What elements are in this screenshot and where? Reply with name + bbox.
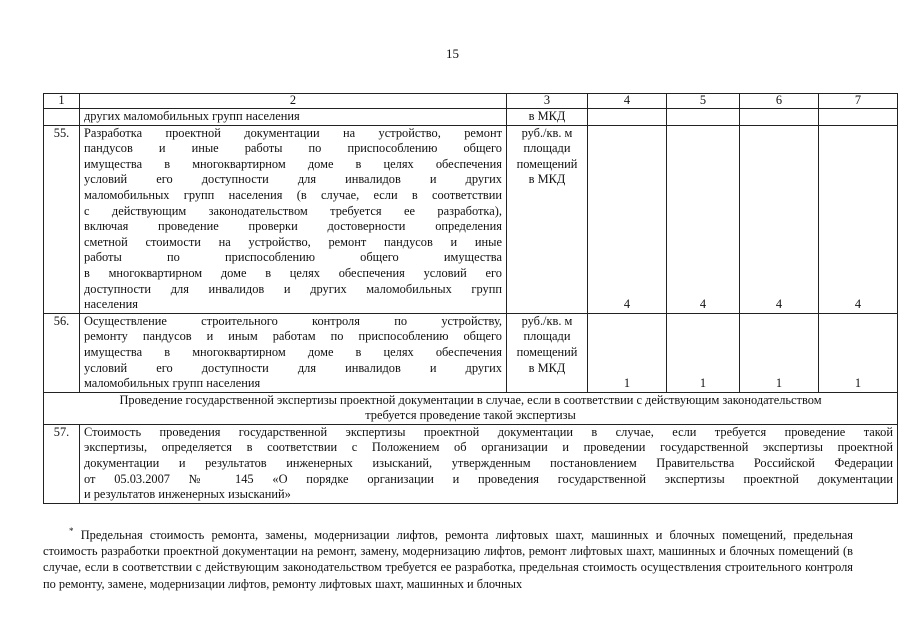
description-line: экспертизы, определяется в соответствии с Положением об организации и проведении государственной экспертизы проектной (84, 440, 893, 455)
row-number: 55. (44, 125, 80, 313)
description-line: и результатов инженерных изысканий» (84, 487, 291, 502)
value-cell: 1 (667, 313, 740, 392)
row-number: 57. (44, 424, 80, 503)
row-unit: в МКД (507, 109, 588, 126)
continuation-row (44, 109, 898, 126)
description-line: Разработка проектной документации на устройство, ремонт (84, 125, 502, 140)
footnote-mark: * (69, 525, 74, 536)
value-cell: 4 (740, 125, 819, 313)
value-cell: 1 (588, 313, 667, 392)
unit-line: помещений (516, 156, 578, 171)
unit-line: в МКД (528, 172, 566, 187)
section-heading-row (44, 392, 898, 424)
header-cell: 6 (740, 94, 819, 109)
header-cell: 5 (667, 94, 740, 109)
description-line: условий его доступности для инвалидов и других (84, 360, 502, 375)
description-line: имущества в многоквартирном доме в целях обеспечения (84, 344, 502, 359)
description-line: пандусов и иные работы по приспособлению общего (84, 141, 502, 156)
description-line: доступности для инвалидов и других маломобильных групп (84, 281, 502, 296)
value-cell (740, 109, 819, 126)
unit-line: площади (523, 329, 571, 344)
unit-line: руб./кв. м (521, 313, 573, 328)
value-cell: 4 (819, 125, 898, 313)
description-line: ремонту пандусов и иным работам по приспособлению общего (84, 329, 502, 344)
description-line: включая проведение проверки достоверности определения (84, 219, 502, 234)
description-line: Стоимость проведения государственной экспертизы проектной документации в случае, если требуется проведение такой (84, 424, 893, 439)
value-cell: 4 (588, 125, 667, 313)
header-cell: 2 (80, 94, 507, 109)
value-cell (667, 109, 740, 126)
description-line: с действующим законодательством требуется ее разработка), (84, 203, 502, 218)
description-line: работы по приспособлению общего имущества (84, 250, 502, 265)
description-line: от 05.03.2007 № 145 «О порядке организации и проведения государственной экспертизы проектной документации (84, 471, 893, 486)
description-line: документации и результатов инженерных изысканий, утвержденным постановлением Правительства Российской Федерации (84, 456, 893, 471)
header-cell: 3 (507, 94, 588, 109)
row-description: других маломобильных групп населения (80, 109, 507, 126)
section-heading (44, 392, 898, 424)
row-description (80, 313, 507, 392)
value-cell (588, 109, 667, 126)
section-heading-line: требуется проведение такой экспертизы (365, 408, 576, 423)
row-number (44, 109, 80, 126)
header-cell: 1 (44, 94, 80, 109)
section-heading-line: Проведение государственной экспертизы проектной документации в случае, если в соответствии с действующим законодательством (119, 392, 822, 407)
description-line: условий его доступности для инвалидов и других (84, 172, 502, 187)
footnote-text: Предельная стоимость ремонта, замены, модернизации лифтов, ремонта лифтовых шахт, машинных и блочных помещений, предельная стоимость разработки проектной документации на ремонт, замену, модернизацию лифтов, ремонт лифтовых шахт, машинных и блочных помещений (в случае, если в соответствии с действующим законодательством требуется ее разработка, предельная стоимость осуществления строительного контроля по ремонту, замене, модернизации лифтов, ремонту лифтовых шахт, машинных и блочных (43, 528, 853, 591)
description-line: маломобильных групп населения (в случае, если в соответствии (84, 187, 502, 202)
row-number: 56. (44, 313, 80, 392)
description-line: имущества в многоквартирном доме в целях обеспечения (84, 156, 502, 171)
row-description (80, 424, 898, 503)
unit-line: в МКД (528, 360, 566, 375)
header-cell: 4 (588, 94, 667, 109)
page-number: 15 (446, 46, 459, 61)
value-cell (819, 109, 898, 126)
footnote (43, 527, 853, 592)
header-cell: 7 (819, 94, 898, 109)
header-row (44, 94, 898, 109)
description-line: маломобильных групп населения (84, 376, 261, 391)
description-line: в многоквартирном доме в целях обеспечения условий его (84, 265, 502, 280)
row-description (80, 125, 507, 313)
unit-line: площади (523, 141, 571, 156)
value-cell: 1 (740, 313, 819, 392)
unit-line: руб./кв. м (521, 125, 573, 140)
row-unit (507, 125, 588, 313)
value-cell: 1 (819, 313, 898, 392)
value-cell: 4 (667, 125, 740, 313)
cost-table (43, 93, 898, 504)
unit-line: помещений (516, 344, 578, 359)
description-line: населения (84, 297, 138, 312)
table-row-56 (44, 313, 898, 392)
description-line: сметной стоимости на устройство, ремонт пандусов и иные (84, 234, 502, 249)
table-row-55 (44, 125, 898, 313)
row-unit (507, 313, 588, 392)
description-line: Осуществление строительного контроля по устройству, (84, 313, 502, 328)
table-row-57 (44, 424, 898, 503)
